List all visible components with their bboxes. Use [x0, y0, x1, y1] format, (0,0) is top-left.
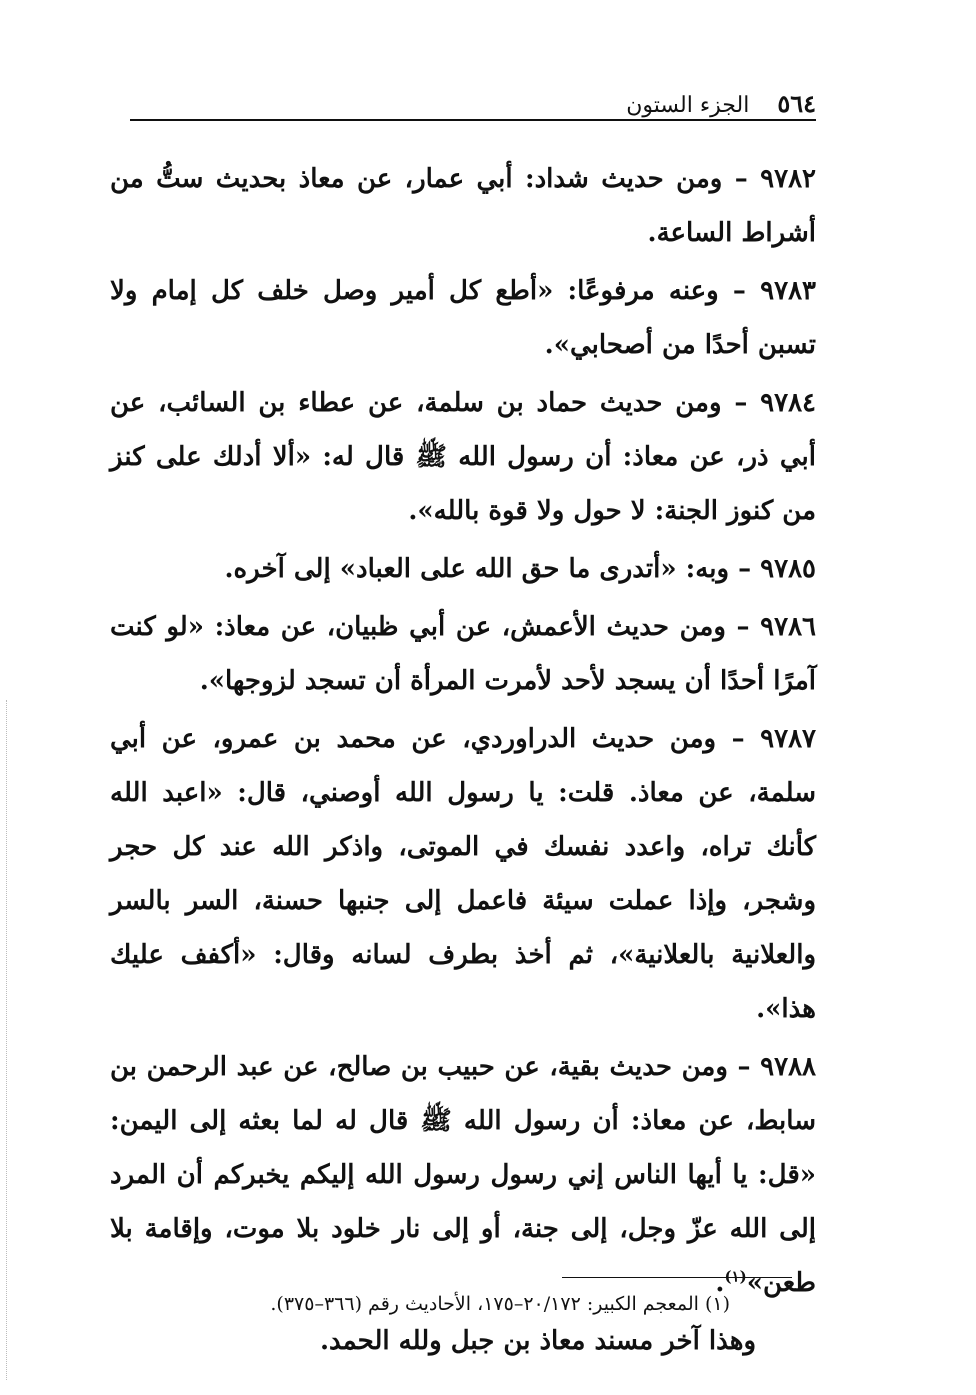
- hadith-text: – وبه: «أتدرى ما حق الله على العباد» إلى آخره.: [224, 554, 752, 584]
- hadith-entry: ٩٧٨٨ – ومن حديث بقية، عن حبيب بن صالح، عن عبد الرحمن بن سابط، عن معاذ: أن رسول الله ﷺ قال له لما بعثه إلى اليمن: «قل: يا أيها الناس إني رسول رسول الله إليكم يخبركم أن المرد إلى الله عزّ وجل، إلى جنة، أو إلى نار خلود بلا موت، وإقامة بلا طعن»$^{(١)}$.: [110, 1052, 816, 1298]
- running-header: [130, 78, 816, 118]
- footnote: (١) المعجم الكبير: ٢٠/١٧٢–١٧٥، الأحاديث رقم (٣٦٦–٣٧٥).: [270, 1293, 730, 1315]
- hadith-number: ٩٧٨٨: [760, 1052, 816, 1082]
- volume-title: الجزء الستون: [626, 93, 750, 118]
- hadith-text: – ومن حديث بقية، عن حبيب بن صالح، عن عبد الرحمن بن سابط، عن معاذ: أن رسول الله ﷺ قال له لما بعثه إلى اليمن: «قل: يا أيها الناس إني رسول رسول الله إليكم يخبركم أن المرد إلى الله عزّ وجل، إلى جنة، أو إلى نار خلود بلا موت، وإقامة بلا طعن»: [110, 1052, 816, 1298]
- page-number: ٥٦٤: [777, 89, 816, 118]
- hadith-text: – ومن حديث الدراوردي، عن محمد بن عمرو، عن أبي سلمة، عن معاذ. قلت: يا رسول الله أوصني، قال: «اعبد الله كأنك تراه، واعدد نفسك في الموتى، واذكر الله عند كل حجر وشجر، وإذا عملت سيئة فاعمل إلى جنبها حسنة، السر بالسر والعلانية بالعلانية»، ثم أخذ بطرف لسانه وقال: «أكفف عليك هذا».: [110, 724, 817, 1024]
- hadith-number: ٩٧٨٧: [760, 724, 816, 754]
- hadith-number: ٩٧٨٣: [760, 276, 816, 306]
- header-rule: [130, 119, 816, 121]
- hadith-number: ٩٧٨٢: [760, 164, 816, 194]
- footnote-reference: (١): [724, 1267, 747, 1286]
- hadith-text: – ومن حديث الأعمش، عن أبي ظبيان، عن معاذ: «لو كنت آمرًا أحدًا أن يسجد لأحد لأمرت المرأة أن تسجد لزوجها».: [110, 612, 816, 696]
- hadith-text: – ومن حديث شداد: أبي عمار، عن معاذ بحديث ستُّ من أشراط الساعة.: [110, 164, 816, 248]
- hadith-number: ٩٧٨٤: [760, 388, 816, 418]
- hadith-number: ٩٧٨٥: [760, 554, 816, 584]
- footnote-rule: [562, 1277, 792, 1278]
- hadith-list: [110, 152, 816, 1372]
- hadith-entry: [110, 600, 816, 708]
- hadith-entry: [110, 712, 816, 1036]
- hadith-entry: [110, 376, 816, 538]
- hadith-number: ٩٧٨٦: [760, 612, 816, 642]
- scan-gutter-marks: [6, 700, 7, 1380]
- hadith-entry: [110, 264, 816, 372]
- hadith-text: – وعنه مرفوعًا: «أطع كل أمير وصل خلف كل إمام ولا تسبن أحدًا من أصحابي».: [110, 276, 816, 360]
- closing-line: وهذا آخر مسند معاذ بن جبل ولله الحمد.: [319, 1326, 756, 1356]
- hadith-text: – ومن حديث حماد بن سلمة، عن عطاء بن السائب، عن أبي ذر، عن معاذ: أن رسول الله ﷺ قال له: «ألا أدلك على كنز من كنوز الجنة: لا حول ولا قوة بالله».: [110, 388, 816, 526]
- hadith-entry: [110, 152, 816, 260]
- hadith-entry: [110, 542, 816, 596]
